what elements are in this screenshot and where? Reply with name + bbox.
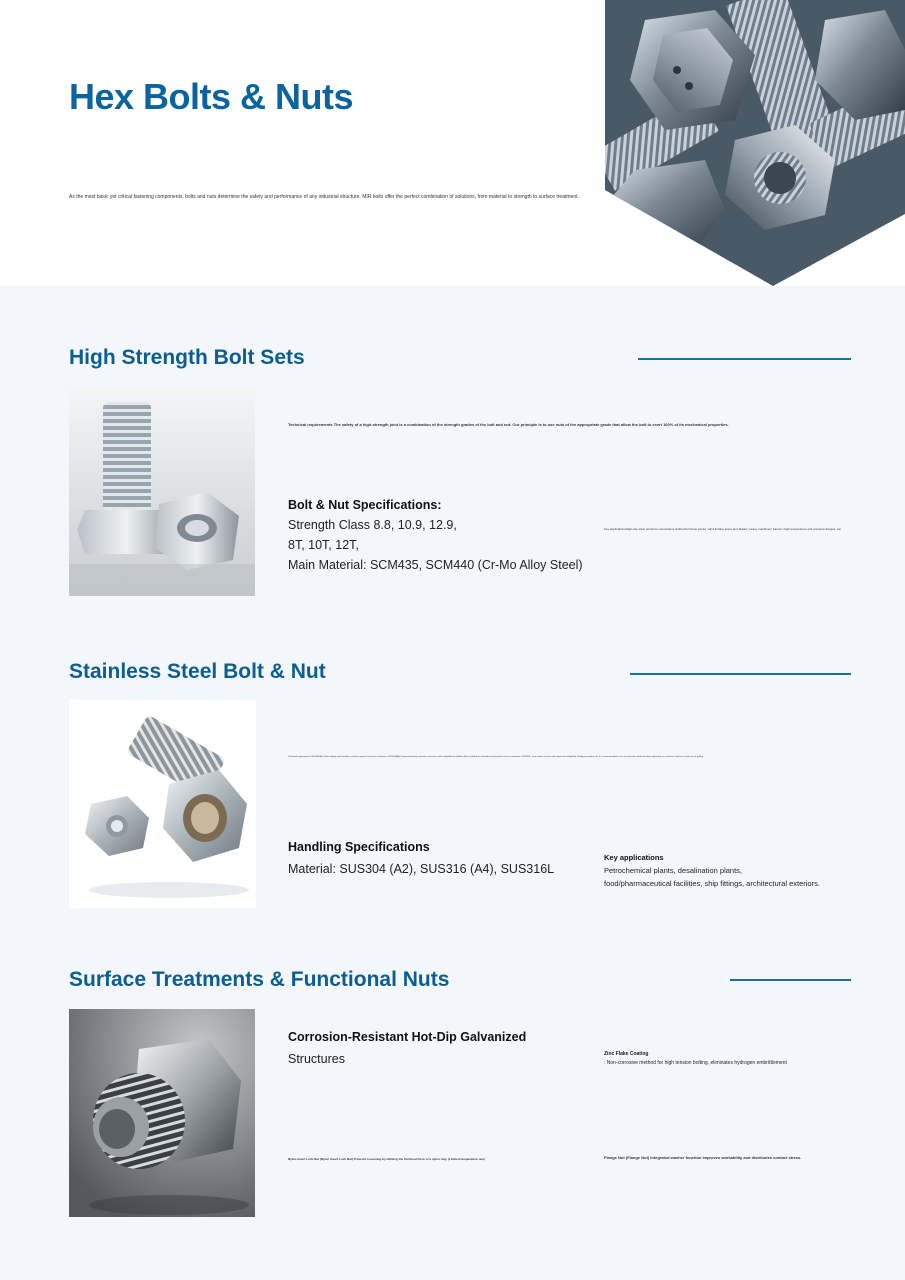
flange-nut-note: Flange Nut (Flange Nut) Integrated washer function improves workability and distributes contact stress. (604, 1155, 802, 1160)
handling-spec-heading: Handling Specifications (288, 840, 430, 854)
surface-treatment-nut-photo (69, 1009, 255, 1217)
hero-description: As the most basic yet critical fastening components, bolts and nuts determine the safety and performance of any industrial structure. MIR bolts offer the perfect combination of solutions, from material to strength to surface treatment. (69, 194, 579, 200)
section-divider (630, 673, 851, 675)
app-line: food/pharmaceutical facilities, ship fittings, architectural exteriors. (604, 879, 820, 888)
stainless-app-heading: Key applications (604, 853, 664, 862)
section-title-high-strength: High Strength Bolt Sets (69, 346, 305, 369)
section-title-surface: Surface Treatments & Functional Nuts (69, 968, 450, 991)
zinc-flake-heading: Zinc Flake Coating (604, 1051, 649, 1057)
zinc-flake-text: : Non-corrosive method for high tension bolting, eliminates hydrogen embrittlement (604, 1060, 787, 1066)
spec-line: 8T, 10T, 12T, (288, 538, 359, 552)
spec-line: Material: SUS304 (A2), SUS316 (A4), SUS316L (288, 862, 555, 876)
section-divider (730, 979, 851, 981)
stainless-bolt-photo (69, 700, 256, 908)
spec-line: Main Material: SCM435, SCM440 (Cr-Mo Alloy Steel) (288, 558, 583, 572)
nylon-insert-note: Nylon Insert Lock Nut (Nylon Insert Lock Nut) Prevents loosening by utilizing the frictional force of a nylon ring. (Limited temperature use) (288, 1157, 485, 1161)
galvanized-heading: Corrosion-Resistant Hot-Dip Galvanized (288, 1030, 527, 1044)
hero-banner (0, 0, 905, 286)
high-strength-intro: Technical requirements The safety of a high-strength joint is a combination of the strength grades of the bolt and nut. Our principle is to use nuts of the appropriate grade that allow the bolt to exert 100% of its mechanical properties. (288, 422, 729, 427)
section-title-stainless: Stainless Steel Bolt & Nut (69, 660, 326, 683)
app-line: Petrochemical plants, desalination plants, (604, 866, 742, 875)
bolt-nut-spec-heading: Bolt & Nut Specifications: (288, 498, 442, 512)
high-strength-applications: Key applicationsHigh-rise steel structure connections (bolted for frame joints), wind turbine tower and blades, heavy machinery frames, high-temperature and pressure flanges, etc. (604, 527, 842, 531)
spec-line: Structures (288, 1052, 345, 1066)
high-strength-bolt-photo (69, 388, 255, 596)
hex-bolts-photo (605, 0, 905, 286)
section-divider (638, 358, 851, 360)
stainless-intro: Technical requirements SUS304(A2): Most widely used stainless steel for general corrosion resistance, SUS316(A4): Improved pitting corrosion resistance with molybdenum addition (Mo). Suitable for chloride environments such as seawater. SUS316L: Low-carbon version with improved weldability. Galling prevention tip: It is recommended to use an anti-seize lubricant when tightening, as stainless steel has a high risk of galling. (288, 756, 704, 758)
spec-line: Strength Class 8.8, 10.9, 12.9, (288, 518, 457, 532)
page-title: Hex Bolts & Nuts (69, 76, 354, 117)
